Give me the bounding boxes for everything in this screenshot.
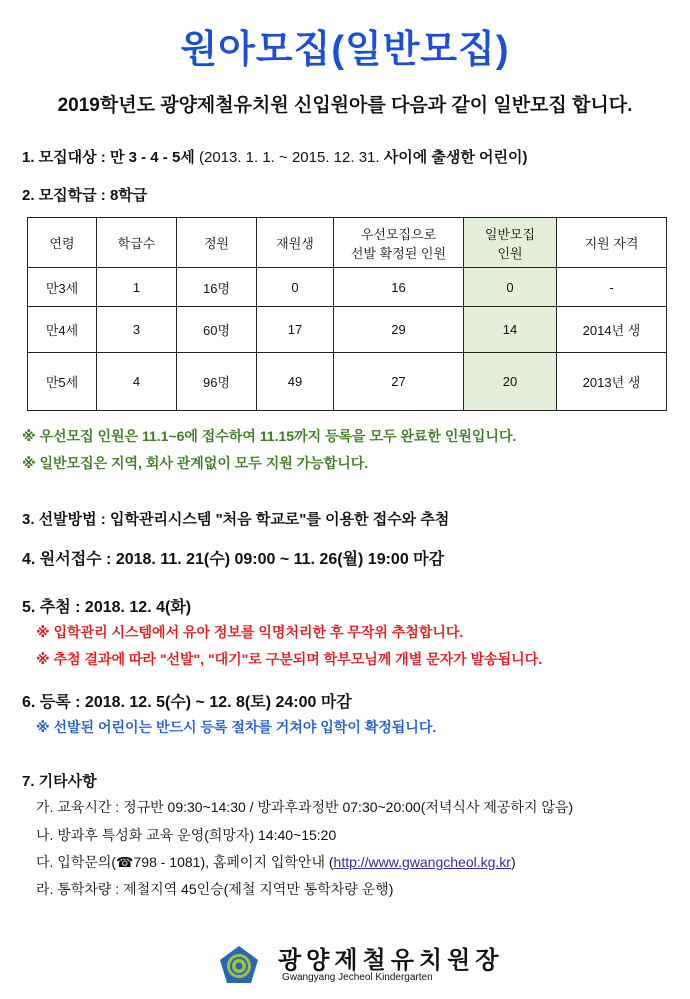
table-cell: 60명 (177, 307, 257, 353)
inquiry-end: ) (510, 854, 516, 870)
section-1-label: 1. 모집대상 : 만 3 - 4 - 5세 (22, 149, 195, 166)
table-cell: 1 (97, 268, 177, 307)
table-cell: 49 (257, 353, 334, 411)
table-row (28, 307, 667, 353)
table-cell: 0 (257, 268, 334, 307)
table-cell: 16명 (177, 268, 257, 307)
etc-item: 나. 방과후 특성화 교육 운영(희망자) 14:40~15:20 (36, 827, 337, 843)
section-1-range: (2013. 1. 1. ~ 2015. 12. 31. (198, 149, 380, 166)
class-table (27, 217, 667, 411)
table-cell: 만3세 (28, 268, 97, 307)
section-7: 7. 기타사항 (22, 773, 97, 790)
table-cell: 20 (464, 353, 557, 411)
page-title: 원아모집(일반모집) (180, 29, 510, 71)
section-1 (22, 146, 527, 167)
table-cell: 2013년 생 (557, 353, 667, 411)
table-cell: 29 (334, 307, 464, 353)
inquiry-text: 다. 입학문의(☎798 - 1081), 홈페이지 입학안내 ( (36, 854, 334, 870)
header-cell: 정원 (177, 218, 257, 268)
section-4: 4. 원서접수 : 2018. 11. 21(수) 09:00 ~ 11. 26(월) 19:00 마감 (22, 551, 445, 568)
section-3: 3. 선발방법 : 입학관리시스템 "처음 학교로"를 이용한 접수와 추첨 (22, 511, 450, 528)
table-cell: 3 (97, 307, 177, 353)
footer-english-name: Gwangyang Jecheol Kindergarten (282, 972, 433, 983)
etc-item-inquiry (36, 852, 516, 872)
table-cell: 만4세 (28, 307, 97, 353)
section-5: 5. 추첨 : 2018. 12. 4(화) (22, 599, 192, 616)
table-cell: 17 (257, 307, 334, 353)
table-row (28, 268, 667, 307)
header-cell: 연령 (28, 218, 97, 268)
etc-item: 가. 교육시간 : 정규반 09:30~14:30 / 방과후과정반 07:30~20:00(저녁식사 제공하지 않음) (36, 799, 574, 815)
table-cell: 96명 (177, 353, 257, 411)
kindergarten-emblem-icon (218, 944, 260, 991)
table-header-row (28, 218, 667, 268)
section-2: 2. 모집학급 : 8학급 (22, 187, 148, 204)
footer-signature: 광양제철유치원장 (278, 947, 504, 974)
table-cell: - (557, 268, 667, 307)
table-cell: 만5세 (28, 353, 97, 411)
section-1-tail: 사이에 출생한 어린이) (383, 149, 528, 166)
table-cell: 27 (334, 353, 464, 411)
table-row (28, 353, 667, 411)
table-cell: 16 (334, 268, 464, 307)
note-lottery-1: ※ 입학관리 시스템에서 유아 정보를 익명처리한 후 무작위 추첨합니다. (36, 624, 464, 640)
homepage-link[interactable]: http://www.gwangcheol.kg.kr (333, 854, 511, 870)
note-registration: ※ 선발된 어린이는 반드시 등록 절차를 거쳐야 입학이 확정됩니다. (36, 719, 437, 735)
note-priority: ※ 우선모집 인원은 11.1~6에 접수하여 11.15까지 등록을 모두 완료한 인원입니다. (22, 428, 517, 444)
subtitle: 2019학년도 광양제철유치원 신입원아를 다음과 같이 일반모집 합니다. (57, 95, 633, 116)
etc-item: 라. 통학차량 : 제철지역 45인승(제철 지역만 통학차량 운행) (36, 881, 394, 897)
header-cell: 재원생 (257, 218, 334, 268)
note-general: ※ 일반모집은 지역, 회사 관계없이 모두 지원 가능합니다. (22, 455, 369, 471)
header-cell: 지원 자격 (557, 218, 667, 268)
header-cell: 학급수 (97, 218, 177, 268)
table-cell: 2014년 생 (557, 307, 667, 353)
section-6: 6. 등록 : 2018. 12. 5(수) ~ 12. 8(토) 24:00 마감 (22, 694, 352, 711)
header-cell: 우선모집으로 선발 확정된 인원 (334, 218, 464, 268)
table-cell: 14 (464, 307, 557, 353)
table-cell: 0 (464, 268, 557, 307)
table-cell: 4 (97, 353, 177, 411)
note-lottery-2: ※ 추첨 결과에 따라 "선발", "대기"로 구분되며 학부모님께 개별 문자가 발송됩니다. (36, 651, 543, 667)
header-cell: 일반모집 인원 (464, 218, 557, 268)
